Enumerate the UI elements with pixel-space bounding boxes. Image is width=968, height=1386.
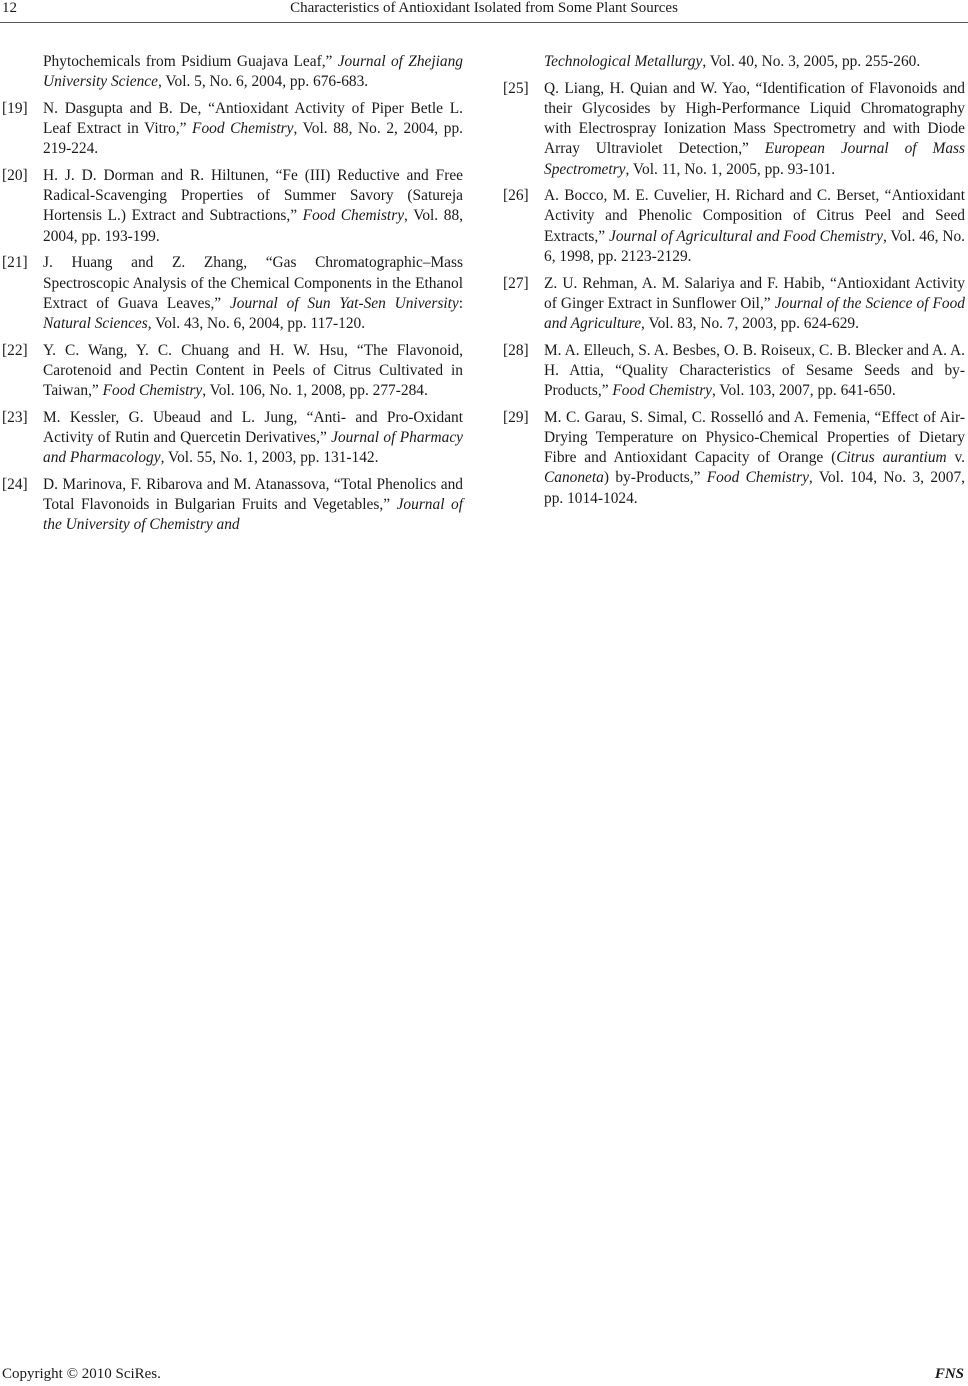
reference-text: , Vol. 11, No. 1, 2005, pp. 93-101. — [625, 160, 836, 178]
reference-text: Y. C. Wang, Y. C. Chuang and H. W. Hsu, “The Flavonoid, Carotenoid and Pectin Content in Peels of Citrus Cultivated in Taiwan,” — [43, 341, 463, 400]
journal-abbreviation: FNS — [934, 1366, 964, 1382]
reference-entry — [503, 186, 965, 267]
copyright-footer: Copyright © 2010 SciRes. — [2, 1366, 161, 1382]
reference-italic-text: Journal of Zhejiang University Science — [43, 53, 463, 91]
reference-italic-text: Citrus aurantium — [836, 449, 947, 467]
reference-number: [19] — [2, 99, 28, 117]
reference-entry — [2, 52, 463, 92]
reference-text: , Vol. 83, No. 7, 2003, pp. 624-629. — [641, 314, 859, 332]
reference-number: [29] — [503, 408, 529, 426]
reference-text: M. A. Elleuch, S. A. Besbes, O. B. Roiseux, C. B. Blecker and A. A. H. Attia, “Quality Characteristics of Sesame Seeds and by-Products,” — [544, 341, 965, 400]
reference-entry — [503, 52, 965, 72]
references-right-column — [503, 52, 965, 515]
reference-number: [28] — [503, 341, 529, 359]
reference-text: v. — [946, 449, 965, 467]
page-number: 12 — [2, 0, 17, 16]
reference-text: , Vol. 88, 2004, pp. 193-199. — [43, 207, 463, 245]
reference-italic-text: Journal of the University of Chemistry and — [43, 496, 463, 534]
reference-italic-text: Technological Metallurgy — [544, 53, 703, 70]
reference-text: , Vol. 104, No. 3, 2007, pp. 1014-1024. — [544, 469, 965, 507]
reference-text: Phytochemicals from Psidium Guajava Leaf,” — [43, 53, 338, 70]
reference-text: , Vol. 106, No. 1, 2008, pp. 277-284. — [202, 382, 428, 400]
reference-italic-text: Food Chemistry — [102, 382, 203, 400]
reference-text: , Vol. 43, No. 6, 2004, pp. 117-120. — [147, 314, 366, 332]
reference-entry — [503, 408, 965, 509]
reference-number: [26] — [503, 187, 529, 205]
reference-text: : — [458, 294, 464, 312]
reference-text: , Vol. 103, 2007, pp. 641-650. — [712, 382, 896, 400]
reference-number: [24] — [2, 475, 28, 493]
reference-italic-text: European Journal of Mass Spectrometry — [544, 140, 965, 178]
reference-text: , Vol. 40, No. 3, 2005, pp. 255-260. — [702, 53, 921, 70]
reference-italic-text: Journal of Sun Yat-Sen University — [229, 294, 459, 312]
reference-number: [21] — [2, 254, 28, 272]
reference-italic-text: Food Chemistry — [302, 207, 405, 225]
running-header-title: Characteristics of Antioxidant Isolated from Some Plant Sources — [290, 0, 678, 16]
reference-italic-text: Natural Sciences — [43, 314, 148, 332]
reference-italic-text: Journal of the Science of Food and Agriculture — [544, 294, 965, 332]
header-rule — [0, 22, 968, 23]
reference-italic-text: Food Chemistry — [192, 120, 294, 138]
reference-italic-text: Journal of Agricultural and Food Chemistry — [609, 227, 883, 245]
reference-text: J. Huang and Z. Zhang, “Gas Chromatographic–Mass Spectroscopic Analysis of the Chemical Components in the Ethanol Extract of Guava Leaves,” — [43, 254, 463, 312]
reference-entry — [503, 274, 965, 335]
reference-text: , Vol. 46, No. 6, 1998, pp. 2123-2129. — [544, 227, 966, 265]
reference-number: [23] — [2, 408, 28, 426]
reference-number: [27] — [503, 274, 529, 292]
reference-italic-text: Journal of Pharmacy and Pharmacology — [43, 428, 463, 467]
reference-text: , Vol. 55, No. 1, 2003, pp. 131-142. — [160, 449, 379, 467]
reference-text: Q. Liang, H. Quian and W. Yao, “Identification of Flavonoids and their Glycosides by High-Performance Liquid Chromatography with Electrospray Ionization Mass Spectrometry and with Diode Array Ultraviolet Detection,” — [544, 79, 965, 158]
reference-text: , Vol. 5, No. 6, 2004, pp. 676-683. — [157, 73, 369, 91]
reference-italic-text: Canoneta — [544, 469, 604, 487]
reference-text: , Vol. 88, No. 2, 2004, pp. 219-224. — [43, 120, 463, 158]
references-left-column — [2, 52, 463, 542]
reference-number: [22] — [2, 341, 28, 359]
reference-italic-text: Food Chemistry — [706, 469, 809, 487]
reference-text: M. C. Garau, S. Simal, C. Rosselló and A. Femenia, “Effect of Air-Drying Temperature on Physico-Chemical Properties of Dietary Fibre and Antioxidant Capacity of Orange ( — [544, 408, 965, 467]
reference-number: [25] — [503, 79, 529, 97]
reference-text: Z. U. Rehman, A. M. Salariya and F. Habib, “Antioxidant Activity of Ginger Extract in Sunflower Oil,” — [544, 274, 965, 312]
reference-entry — [2, 99, 463, 160]
reference-entry — [2, 166, 463, 247]
reference-text: A. Bocco, M. E. Cuvelier, H. Richard and C. Berset, “Antioxidant Activity and Phenolic Composition of Citrus Peel and Seed Extracts,” — [544, 187, 965, 245]
reference-entry — [2, 475, 463, 536]
reference-text: ) by-Products,” — [603, 469, 707, 487]
reference-number: [20] — [2, 167, 28, 185]
reference-text: D. Marinova, F. Ribarova and M. Atanassova, “Total Phenolics and Total Flavonoids in Bulgarian Fruits and Vegetables,” — [43, 475, 463, 514]
reference-entry — [503, 79, 965, 180]
reference-entry — [503, 341, 965, 402]
reference-text: N. Dasgupta and B. De, “Antioxidant Activity of Piper Betle L. Leaf Extract in Vitro,” — [43, 99, 463, 138]
reference-text: H. J. D. Dorman and R. Hiltunen, “Fe (III) Reductive and Free Radical-Scavenging Properties of Summer Savory (Satureja Hortensis L.) Extract and Subtractions,” — [43, 167, 463, 225]
reference-entry — [2, 408, 463, 469]
reference-entry — [2, 253, 463, 334]
reference-text: M. Kessler, G. Ubeaud and L. Jung, “Anti- and Pro-Oxidant Activity of Rutin and Quercetin Derivatives,” — [43, 408, 463, 446]
reference-italic-text: Food Chemistry — [612, 382, 713, 400]
reference-entry — [2, 341, 463, 402]
